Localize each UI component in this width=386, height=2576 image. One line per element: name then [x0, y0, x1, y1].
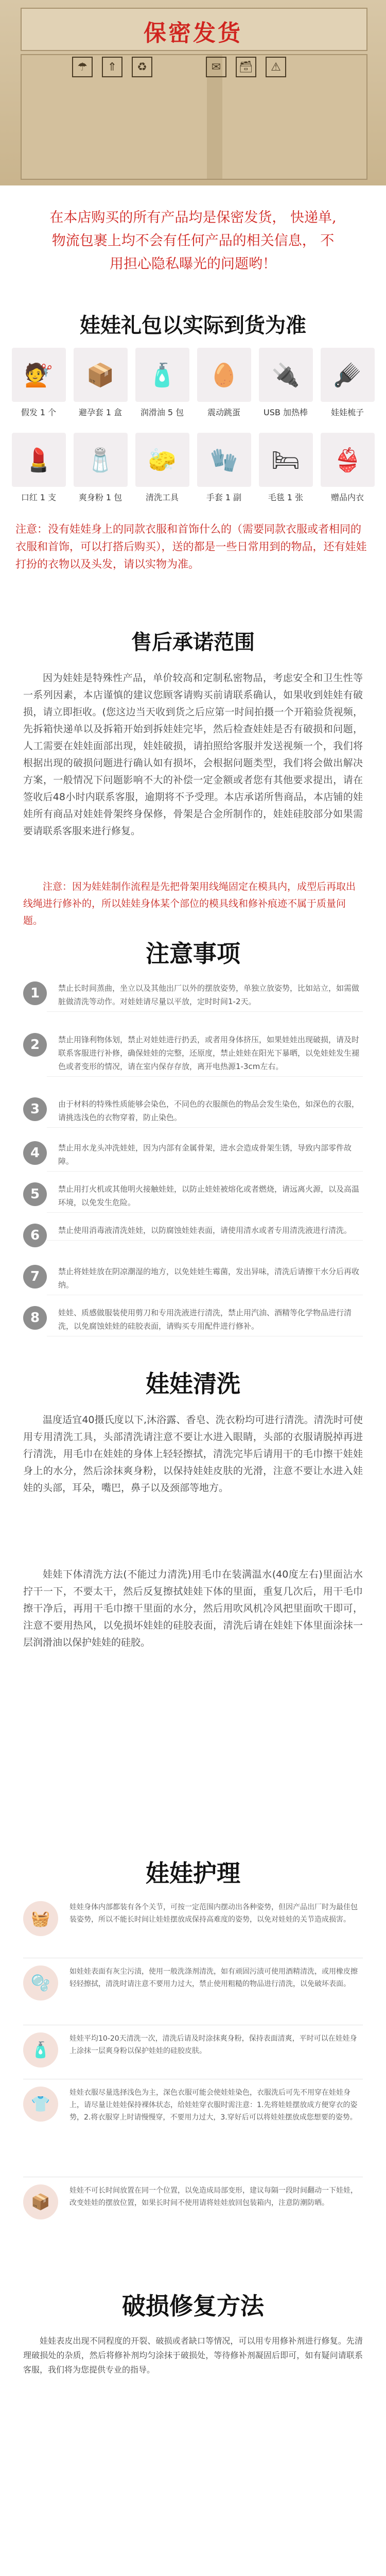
gift-pack-note: 注意：没有娃娃身上的同款衣服和首饰什么的（需要同款衣服或者相同的衣服和首饰，可以打搭后购买），送的都是一些日常用到的物品，还有娃娃打扮的衣物以及头发，请以实物为准。: [15, 523, 367, 570]
notice-item: [23, 1141, 363, 1172]
gift-item: [196, 433, 252, 503]
cleaning-tool-icon: 🧽: [135, 433, 189, 487]
this-way-up-icon: ⇑: [102, 57, 122, 77]
care-item: [23, 2087, 363, 2124]
gift-item: [72, 348, 129, 418]
condom-box-icon: 📦: [74, 348, 128, 402]
gift-item: [257, 348, 314, 418]
care-text: 娃娃不可长时间放置在同一个位置，以免造成局部变形，建议每隔一段时间翻动一下娃娃，改变娃娃的摆放位置，如果长时间不使用请将娃娃放回包装箱内，注意防潮防晒。: [69, 2187, 358, 2207]
notice-text: 禁止长时间蒸曲，坐立以及其他出厂以外的摆放姿势，单独立放姿势，比如站立，如需做脏做清洗等动作。对娃娃请尽量以平放，定时时间1-2天。: [58, 984, 360, 1006]
cleaning-heading: 娃娃清洗: [146, 1370, 240, 1398]
repair-heading: 破损修复方法: [122, 2292, 264, 2320]
cleaning-paragraph-1: 温度适宜40摄氏度以下,沐浴露、香皂、洗衣粉均可进行清洗。清洗时可使用专用清洗工具，头部清洗请注意不要让水进入眼睛，头部的衣服请脱掉再进行清洗，用毛巾在娃娃的身体上轻轻擦拭，清洗完毕后请用干的毛巾擦干娃娃身上的水分，然后涂抹爽身粉，以保持娃娃皮肤的光滑，注意不要让水进入娃娃的头部，耳朵，嘴巴，鼻子以及颈部等地方。: [23, 1414, 363, 1494]
gift-label: 润滑油 5 包: [140, 408, 184, 417]
gift-item: [319, 433, 376, 503]
box-handling-icons-right: [206, 57, 286, 77]
care-item: [23, 2032, 363, 2067]
gloves-icon: 🧤: [197, 433, 251, 487]
gift-item: [134, 348, 190, 418]
notice-text: 禁止用打火机或其他明火接触娃娃，以防止娃娃被熔化或者燃烧，请远离火源，以及高温环境，以免发生危险。: [58, 1184, 360, 1207]
privacy-notice-line-3: 用担心隐私曝光的问题哟！: [110, 256, 276, 272]
gift-label: 娃娃梳子: [330, 408, 364, 417]
gift-item: [319, 348, 376, 418]
hanger-icon: 🧺: [23, 1901, 58, 1936]
notice-text: 禁止用水龙头冲洗娃娃，因为内部有金属骨架，进水会造成骨架生锈，导致内部零件故障。: [58, 1143, 352, 1166]
number-badge: 2: [23, 1033, 47, 1057]
comb-icon: 🪮: [321, 348, 375, 402]
privacy-notice: [10, 206, 376, 276]
gift-item: [134, 433, 190, 503]
powder-icon: 🧴: [23, 2032, 58, 2067]
notice-text: 禁止将娃娃放在阴凉潮湿的地方，以免娃娃生霉菌，发出异味，清洗后请擦干水分后再收纳。: [58, 1267, 360, 1290]
clean-icon: 🫧: [23, 1965, 58, 2001]
warning-icon: ⚠: [266, 57, 286, 77]
care-text: 娃娃身体内部都装有各个关节，可按一定范围内摆动出各种姿势，但因产品出厂时为最佳包装姿势，所以不能长时间让娃娃摆放成保持高难度的姿势，以免对娃娃的关节造成损害。: [69, 1903, 358, 1924]
powder-icon: 🧂: [74, 433, 128, 487]
care-text: 如娃娃表面有灰尘污渍，使用一般洗涤剂清洗，如有顽固污渍可使用酒精清洗，或用橡皮擦轻轻擦拭，清洗时请注意不要用力过大，禁止使用粗糙的物品进行清洗，以免破坏表面。: [69, 1968, 358, 1988]
notice-text-wrap: [47, 1306, 363, 1336]
repair-paragraph: 娃娃表皮出现不同程度的开裂、破损或者缺口等情况，可以用专用修补剂进行修复。先清理破损处的杂质，然后将修补剂均匀涂抹于破损处，等待修补剂凝固后即可，如有疑问请联系客服，我们将为您提供专业的指导。: [23, 2336, 363, 2375]
notice-text-wrap: [47, 981, 363, 1012]
gift-grid-row-2: [10, 433, 376, 503]
privacy-notice-line-1: 在本店购买的所有产品均是保密发货， 快递单,: [49, 210, 337, 226]
gift-label: 毛毯 1 张: [268, 493, 304, 502]
box-handling-icons-left: [72, 57, 152, 77]
confidential-shipping-title: 保密发货: [144, 20, 242, 46]
notice-text-wrap: [47, 1224, 363, 1241]
lube-packet-icon: 🧴: [135, 348, 189, 402]
gift-item: [72, 433, 129, 503]
notice-item: [23, 981, 363, 1012]
notice-item: [23, 1033, 363, 1077]
notice-text: 娃娃、质感做服装使用剪刀和专用洗液进行清洗，禁止用汽油、酒精等化学物品进行清洗，以免腐蚀娃娃的硅胶表面，请购买专用配件进行修补。: [58, 1308, 352, 1331]
number-badge: 5: [23, 1182, 47, 1206]
vibrator-icon: 🥚: [197, 348, 251, 402]
gift-label: 震动跳蛋: [207, 408, 240, 417]
lipstick-icon: 💄: [12, 433, 66, 487]
notice-text: 禁止使用消毒液清洗娃娃，以防腐蚀娃娃表面，请使用清水或者专用清洗液进行清洗。: [58, 1226, 352, 1235]
notice-text-wrap: [47, 1182, 363, 1213]
care-item: [23, 1965, 363, 2001]
care-text: 娃娃平均10-20天清洗一次，清洗后请及时涂抹爽身粉，保持表面清爽，平时可以在娃娃身上涂抹一层爽身粉以保护娃娃的硅胶皮肤。: [69, 2035, 357, 2055]
gift-label: 手套 1 副: [206, 493, 242, 502]
privacy-notice-line-2: 物流包裹上均不会有任何产品的相关信息， 不: [51, 233, 335, 249]
notice-text: 由于材料的特殊性质能够会染色，不同色的衣服颜色的物品会发生染色，如深色的衣服，请挑选浅色的衣物穿着，防止染色。: [58, 1099, 360, 1122]
gift-item: [10, 348, 67, 418]
number-badge: 8: [23, 1306, 47, 1330]
number-badge: 1: [23, 981, 47, 1005]
after-sales-paragraph: 因为娃娃是特殊性产品，单价较高和定制私密物品，考虑安全和卫生性等一系列因素，本店谨慎的建议您顾客请购买前请联系确认，如果收到娃娃有破损，请立即拒收。(您这边当天收到货之后应第一时间拍摄一个开箱验货视频，先拆箱快递单以及拆箱开始到拆娃娃完毕，然后检查娃娃是否有破损和问题，人工需要在娃娃面部出现，娃娃破损，请拍照给客服并发送视频一个，我们将根据出现的破损问题进行确认如有损坏，会根据问题类型，我们将会做出解决方案，一般情况下问题影响不大的补偿一定金额或者您有其他要求提出，请在签收后48小时内联系客服，逾期将不予受理。本店承诺所售商品，本店铺的娃娃所有商品对娃娃骨架终身保修，骨架是合金所制作的，娃娃硅胶部分如果需要请联系客服来进行修复。: [23, 672, 363, 837]
umbrella-icon: ☂: [72, 57, 93, 77]
notice-text: 禁止用锋利物体划，禁止对娃娃进行扔丢，或者用身体挤压，如果娃娃出现破损，请及时联系客服进行补修，确保娃娃的完整，还原度，禁止娃娃在阳光下暴晒，以免娃娃发生褪色或者变形的情况，请在室内保存存放，离开电热源1-3cm左右。: [58, 1035, 360, 1071]
recycle-icon: ♻: [132, 57, 152, 77]
notice-item: [23, 1306, 363, 1336]
stack-icon: 🗃: [236, 57, 256, 77]
gift-grid-row-1: [10, 348, 376, 418]
shipping-box-image: [0, 0, 386, 185]
care-text: 娃娃衣服尽量选择浅色为主，深色衣服可能会使娃娃染色，衣服洗后可先不用穿在娃娃身上，请尽量让娃娃保持裸体状态，给娃娃穿衣服时需注意：1.先将娃娃摆放成方便穿衣的姿势，2.将衣服穿上时请慢慢穿，不要用力过大，3.穿好后可以将娃娃摆放成您想要的姿势。: [69, 2089, 358, 2122]
wig-icon: 💇: [12, 348, 66, 402]
number-badge: 7: [23, 1265, 47, 1289]
gift-item: [257, 433, 314, 503]
heating-rod-icon: 🔌: [259, 348, 313, 402]
mail-icon: ✉: [206, 57, 226, 77]
gift-label: 避孕套 1 盒: [78, 408, 122, 417]
number-badge: 4: [23, 1141, 47, 1165]
notice-text-wrap: [47, 1033, 363, 1077]
number-badge: 6: [23, 1224, 47, 1247]
gift-label: 爽身粉 1 包: [78, 493, 122, 502]
gift-label: 清洗工具: [145, 493, 179, 502]
clothes-icon: 👕: [23, 2087, 58, 2122]
after-sales-red-note: 注意：因为娃娃制作流程是先把骨架用线绳固定在模具内，成型后再取出线绳进行修补的，所以娃娃身体某个部位的模具线和修补痕迹不属于质量问题。: [23, 881, 356, 926]
gift-item: [196, 348, 252, 418]
notice-item: [23, 1265, 363, 1295]
number-badge: 3: [23, 1097, 47, 1121]
gift-label: 假发 1 个: [21, 408, 57, 417]
care-item: [23, 2184, 363, 2219]
notice-item: [23, 1224, 363, 1247]
notice-text-wrap: [47, 1097, 363, 1128]
notice-item: [23, 1182, 363, 1213]
gift-label: USB 加热棒: [264, 408, 308, 417]
notice-text-wrap: [47, 1141, 363, 1172]
gift-label: 口红 1 支: [21, 493, 57, 502]
gift-item: [10, 433, 67, 503]
gift-pack-heading: 娃娃礼包以实际到货为准: [80, 314, 306, 337]
care-item: [23, 1901, 363, 1936]
cleaning-paragraph-2: 娃娃下体清洗方法(不能过力清洗)用毛巾在装满温水(40度左右)里面沾水拧干一下，不要太干，然后反复擦拭娃娃下体的里面，重复几次后，用干毛巾擦干净后，再用干毛巾擦干里面的水分，然后用吹风机冷风把里面吹干即可，注意不要用热风，以免损坏娃娃的硅胶表面，清洗后请在娃娃下体里面涂抹一层润滑油以保护娃娃的硅胶。: [23, 1569, 363, 1648]
care-heading: 娃娃护理: [146, 1859, 240, 1887]
notice-text-wrap: [47, 1265, 363, 1295]
blanket-icon: 🛏: [259, 433, 313, 487]
after-sales-heading: 售后承诺范围: [131, 631, 255, 654]
notes-heading: 注意事项: [146, 940, 240, 968]
gift-label: 赠品内衣: [330, 493, 364, 502]
storage-icon: 📦: [23, 2184, 58, 2219]
lingerie-icon: 👙: [321, 433, 375, 487]
notice-item: [23, 1097, 363, 1128]
